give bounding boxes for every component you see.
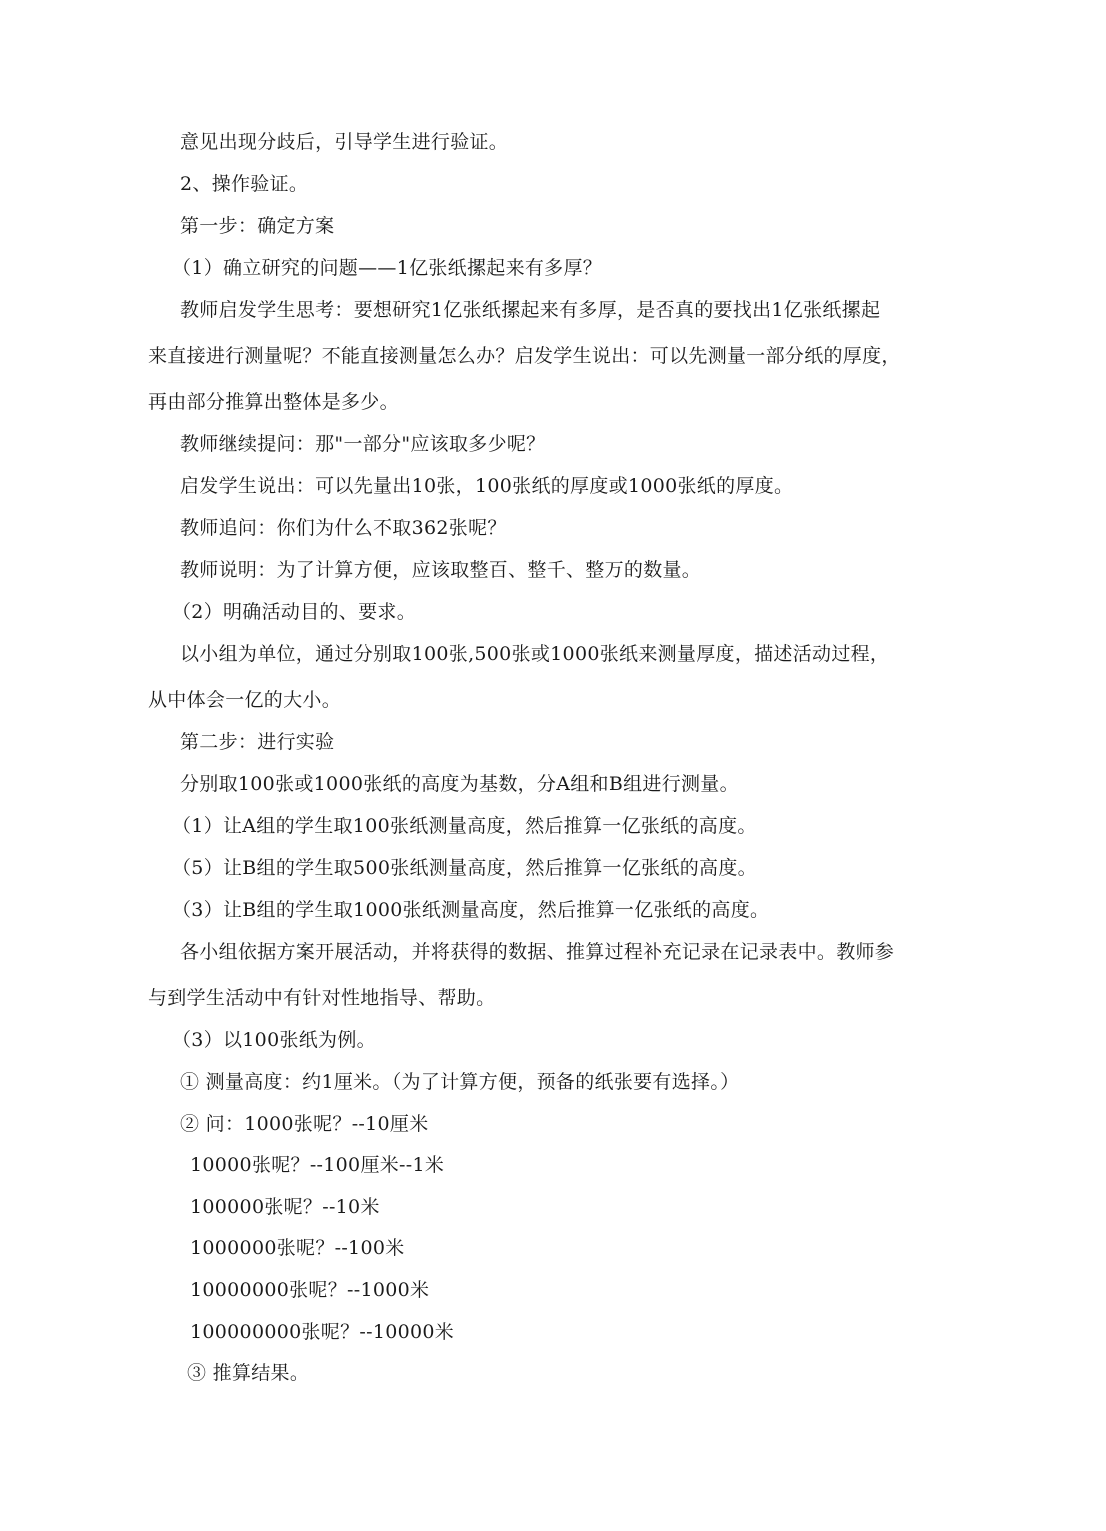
paragraph-line: 教师继续提问：那"一部分"应该取多少呢？ [180,433,546,455]
list-item: 100000000张呢？--10000米 [190,1321,455,1343]
list-item: ① 测量高度：约1厘米。（为了计算方便，预备的纸张要有选择。） [180,1071,740,1093]
list-item: 10000000张呢？--1000米 [190,1279,430,1301]
paragraph-line: 各小组依据方案开展活动，并将获得的数据、推算过程补充记录在记录表中。教师参 [180,941,895,963]
paragraph-line: 教师说明：为了计算方便，应该取整百、整千、整万的数量。 [180,559,702,581]
paragraph-line: 教师追问：你们为什么不取362张呢？ [180,517,507,539]
list-item: 100000张呢？--10米 [190,1196,380,1218]
list-item: ② 问：1000张呢？--10厘米 [180,1113,429,1135]
paragraph-line: （5）让B组的学生取500张纸测量高度，然后推算一亿张纸的高度。 [172,857,757,879]
paragraph-line: （1）确立研究的问题——1亿张纸摞起来有多厚？ [172,257,603,279]
paragraph-line: 来直接进行测量呢？不能直接测量怎么办？启发学生说出：可以先测量一部分纸的厚度， [148,345,901,367]
paragraph-line: 与到学生活动中有针对性地指导、帮助。 [148,987,496,1009]
paragraph-line: 分别取100张或1000张纸的高度为基数，分A组和B组进行测量。 [180,773,739,795]
paragraph-line: 再由部分推算出整体是多少。 [148,391,399,413]
step-heading: 第一步：确定方案 [180,215,335,237]
paragraph-line: （3）以100张纸为例。 [172,1029,376,1051]
paragraph-line: 教师启发学生思考：要想研究1亿张纸摞起来有多厚，是否真的要找出1亿张纸摞起 [180,299,881,321]
paragraph-line: 启发学生说出：可以先量出10张，100张纸的厚度或1000张纸的厚度。 [180,475,794,497]
list-item: 10000张呢？--100厘米--1米 [190,1154,445,1176]
paragraph-line: 从中体会一亿的大小。 [148,689,342,711]
paragraph-line: （1）让A组的学生取100张纸测量高度，然后推算一亿张纸的高度。 [172,815,757,837]
paragraph-line: （3）让B组的学生取1000张纸测量高度，然后推算一亿张纸的高度。 [172,899,770,921]
list-item: 1000000张呢？--100米 [190,1237,405,1259]
paragraph-line: 意见出现分歧后，引导学生进行验证。 [180,131,509,153]
list-item: ③ 推算结果。 [187,1362,310,1384]
section-heading: 2、操作验证。 [180,173,309,195]
paragraph-line: 以小组为单位，通过分别取100张,500张或1000张纸来测量厚度，描述活动过程， [180,643,890,665]
step-heading: 第二步：进行实验 [180,731,335,753]
paragraph-line: （2）明确活动目的、要求。 [172,601,416,623]
